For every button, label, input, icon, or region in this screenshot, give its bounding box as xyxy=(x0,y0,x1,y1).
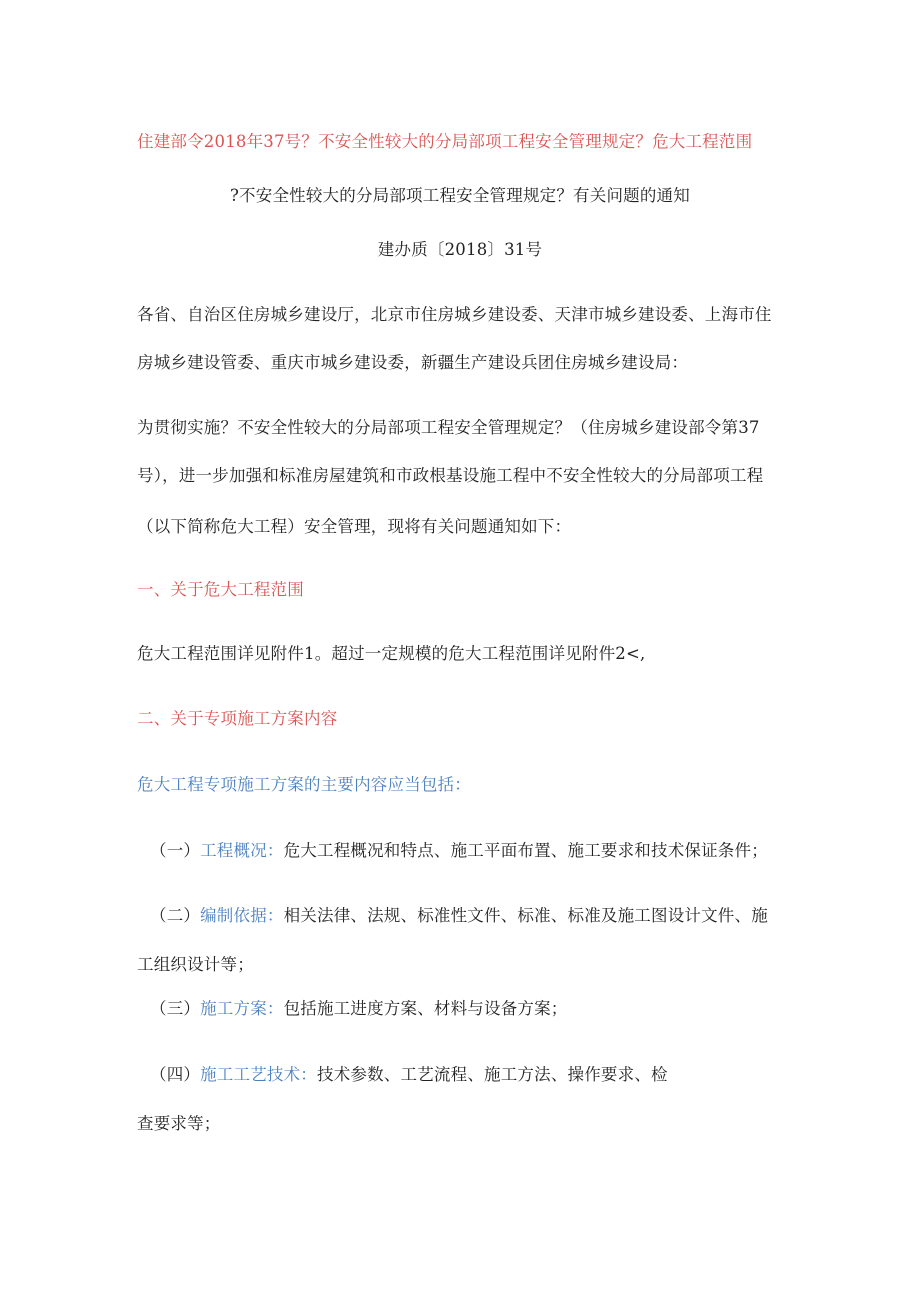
section-heading-2: 二、关于专项施工方案内容 xyxy=(137,709,338,728)
section-heading-1: 一、关于危大工程范围 xyxy=(137,580,304,599)
item-number: （二） xyxy=(150,906,201,925)
document-title: 住建部令2018年37号？不安全性较大的分局部项工程安全管理规定？危大工程范围 xyxy=(137,132,753,151)
section-body-1: 危大工程范围详见附件1。超过一定规模的危大工程范围详见附件2<, xyxy=(137,644,646,663)
item-text: 危大工程概况和特点、施工平面布置、施工要求和技术保证条件； xyxy=(283,841,768,860)
list-item xyxy=(150,839,768,863)
item-text: 相关法律、法规、标准性文件、标准、标准及施工图设计文件、施 xyxy=(283,906,768,925)
item-number: （三） xyxy=(150,999,201,1018)
item-label: 工程概况： xyxy=(200,841,284,860)
item-number: （四） xyxy=(150,1065,201,1084)
notice-subtitle: ?不安全性较大的分局部项工程安全管理规定？有关问题的通知 xyxy=(230,186,690,205)
item-text: 包括施工进度方案、材料与设备方案； xyxy=(283,999,568,1018)
addressee-line-2: 房城乡建设管委、重庆市城乡建设委，新疆生产建设兵团住房城乡建设局： xyxy=(137,353,689,372)
addressee-line-1: 各省、自治区住房城乡建设厅，北京市住房城乡建设委、天津市城乡建设委、上海市住 xyxy=(137,305,772,324)
list-item xyxy=(150,1063,668,1087)
item-number: （一） xyxy=(150,841,201,860)
list-item xyxy=(150,997,568,1021)
item-label: 编制依据： xyxy=(200,906,284,925)
intro-line-3: （以下简称危大工程）安全管理，现将有关问题通知如下： xyxy=(137,517,572,536)
item-label: 施工工艺技术： xyxy=(200,1065,318,1084)
item-label: 施工方案： xyxy=(200,999,284,1018)
intro-line-1: 为贯彻实施？不安全性较大的分局部项工程安全管理规定？（住房城乡建设部令第37 xyxy=(137,418,760,437)
item-text: 技术参数、工艺流程、施工方法、操作要求、检 xyxy=(317,1065,668,1084)
item-text-continuation: 查要求等； xyxy=(137,1114,221,1133)
section-lead-2: 危大工程专项施工方案的主要内容应当包括： xyxy=(137,775,471,794)
item-text-continuation: 工组织设计等； xyxy=(137,955,254,974)
list-item xyxy=(150,904,768,928)
intro-line-2: 号），进一步加强和标准房屋建筑和市政根基设施工程中不安全性较大的分局部项工程 xyxy=(137,466,764,485)
document-number: 建办质〔2018〕31号 xyxy=(377,240,543,259)
